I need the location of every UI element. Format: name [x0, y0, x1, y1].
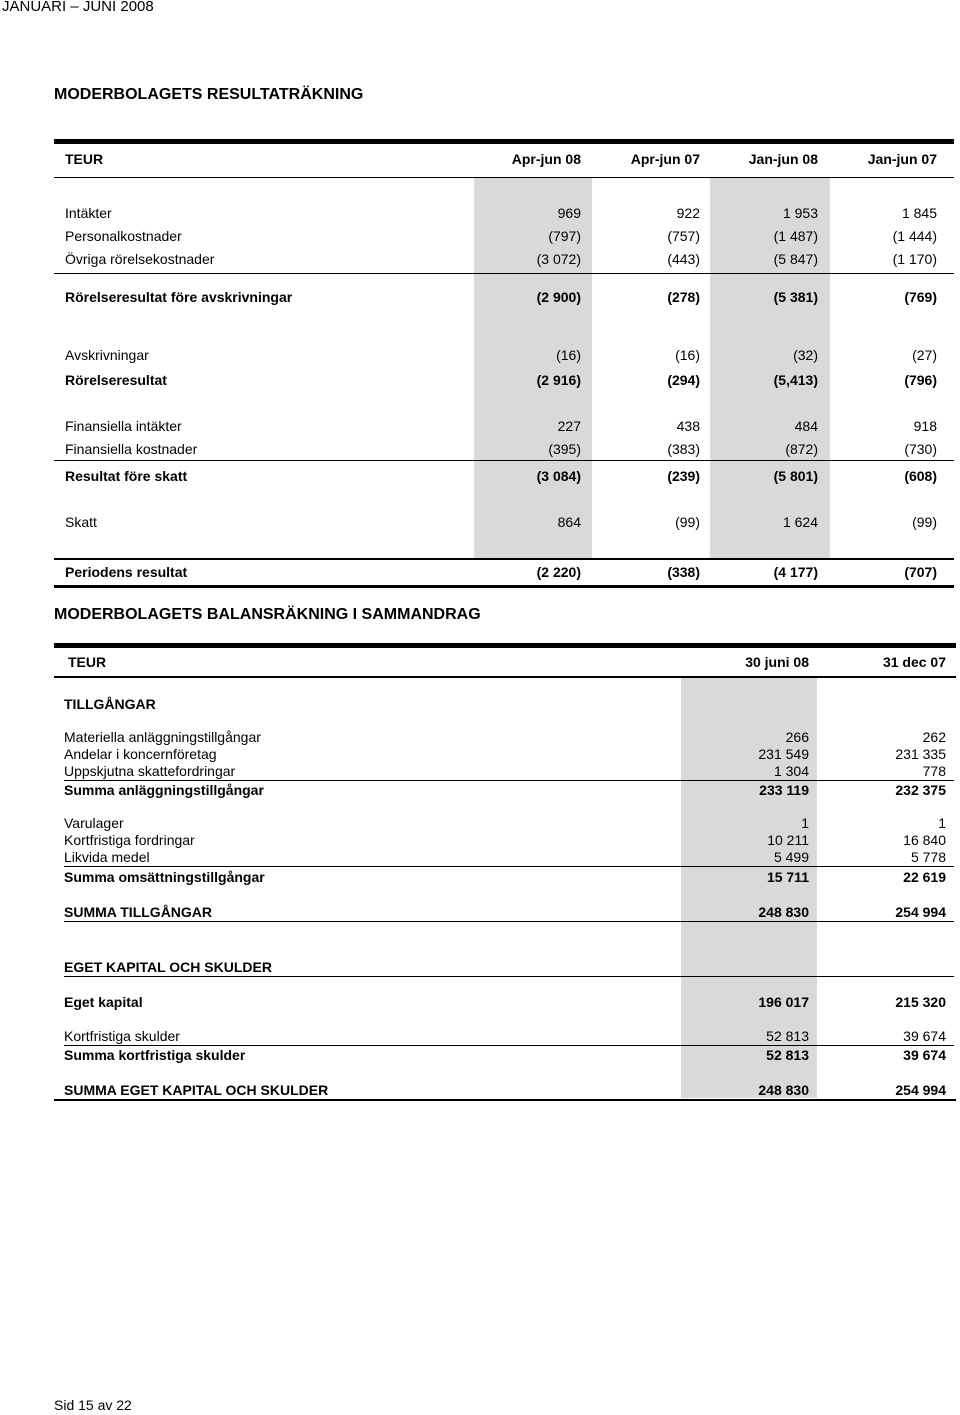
cell: 1 304 [773, 763, 809, 779]
income-col-jan-jun-08: Jan-jun 08 [748, 151, 818, 167]
cell: (99) [912, 514, 937, 530]
cell: 864 [557, 514, 581, 530]
cell: 484 [794, 418, 818, 434]
income-col-jan-jun-07: Jan-jun 07 [867, 151, 937, 167]
table-row [54, 514, 954, 531]
row-label: Rörelseresultat [65, 372, 167, 388]
table-row [54, 289, 954, 306]
table-row [54, 564, 954, 581]
cell: (1 444) [892, 228, 937, 244]
cell: (707) [904, 564, 937, 580]
table-row [54, 869, 954, 885]
row-label: Likvida medel [64, 849, 150, 865]
balance-title: MODERBOLAGETS BALANSRÄKNING I SAMMANDRAG [54, 606, 481, 623]
cell: (769) [904, 289, 937, 305]
table-row [54, 205, 954, 222]
section-heading [54, 696, 954, 712]
row-label: Intäkter [65, 205, 112, 221]
cell: 22 619 [903, 869, 946, 885]
cell: (1 487) [773, 228, 818, 244]
cell: (2 916) [536, 372, 581, 388]
cell: (383) [667, 441, 700, 457]
header-rule [54, 177, 954, 178]
table-row [54, 441, 954, 458]
cell: 918 [913, 418, 937, 434]
section-heading [54, 959, 954, 975]
table-row [54, 746, 954, 762]
cell: 248 830 [758, 1082, 809, 1098]
table-row [54, 1028, 954, 1044]
row-label: Summa kortfristiga skulder [64, 1047, 246, 1063]
cell: 16 840 [903, 832, 946, 848]
row-label: Resultat före skatt [65, 468, 188, 484]
cell: 254 994 [895, 904, 946, 920]
row-rule [54, 558, 954, 560]
cell: (730) [904, 441, 937, 457]
cell: 5 499 [773, 849, 809, 865]
income-title: MODERBOLAGETS RESULTATRÄKNING [54, 86, 364, 103]
cell: (16) [675, 347, 700, 363]
cell: 969 [557, 205, 581, 221]
cell: 778 [922, 763, 946, 779]
cell: (4 177) [773, 564, 818, 580]
cell: (796) [904, 372, 937, 388]
cell: (3 072) [536, 251, 581, 267]
row-label: SUMMA EGET KAPITAL OCH SKULDER [64, 1082, 329, 1098]
cell: 1 624 [782, 514, 818, 530]
cell: (294) [667, 372, 700, 388]
row-rule [54, 273, 954, 274]
cell: 52 813 [766, 1028, 809, 1044]
cell: 15 711 [766, 869, 809, 885]
total-rule [54, 1099, 956, 1101]
balance-sheet-table [54, 643, 954, 1103]
balance-col-31-dec-07: 31 dec 07 [882, 654, 946, 670]
cell: (2 220) [536, 564, 581, 580]
row-label: Finansiella intäkter [65, 418, 182, 434]
cell: 1 953 [782, 205, 818, 221]
row-label: Summa omsättningstillgångar [64, 869, 265, 885]
income-col-apr-jun-08: Apr-jun 08 [511, 151, 581, 167]
row-label: Eget kapital [64, 994, 143, 1010]
cell: (443) [667, 251, 700, 267]
row-label: Avskrivningar [65, 347, 149, 363]
tillgangar-heading: TILLGÅNGAR [64, 696, 156, 712]
row-label: Summa anläggningstillgångar [64, 782, 264, 798]
row-label: Periodens resultat [65, 564, 188, 580]
cell: (608) [904, 468, 937, 484]
cell: (5 381) [773, 289, 818, 305]
cell: 262 [922, 729, 946, 745]
cell: (395) [548, 441, 581, 457]
income-statement-table [54, 139, 954, 589]
row-rule [64, 780, 954, 781]
income-col-teur: TEUR [65, 151, 104, 167]
cell: 52 813 [766, 1047, 809, 1063]
row-label: Varulager [64, 815, 124, 831]
row-label: Kortfristiga fordringar [64, 832, 195, 848]
total-rule [54, 585, 954, 588]
cell: (2 900) [536, 289, 581, 305]
cell: 1 845 [901, 205, 937, 221]
cell: 10 211 [767, 832, 809, 848]
cell: (32) [793, 347, 818, 363]
row-rule [64, 976, 954, 977]
cell: 227 [557, 418, 581, 434]
cell: 266 [785, 729, 809, 745]
row-label: Kortfristiga skulder [64, 1028, 180, 1044]
row-rule [54, 460, 954, 461]
table-row [54, 729, 954, 745]
cell: 231 549 [758, 746, 809, 762]
cell: 438 [676, 418, 700, 434]
cell: (278) [667, 289, 700, 305]
cell: (872) [785, 441, 818, 457]
row-label: Andelar i koncernföretag [64, 746, 217, 762]
cell: (338) [667, 564, 700, 580]
row-label: Övriga rörelsekostnader [65, 251, 215, 267]
cell: 254 994 [895, 1082, 946, 1098]
cell: 39 674 [903, 1028, 946, 1044]
row-rule [64, 866, 954, 867]
row-label: Uppskjutna skattefordringar [64, 763, 236, 779]
cell: 1 [801, 815, 809, 831]
cell: 233 119 [759, 782, 809, 798]
row-rule [64, 921, 954, 922]
cell: (5 847) [773, 251, 818, 267]
table-row [54, 251, 954, 268]
table-row [54, 468, 954, 485]
cell: (5 801) [773, 468, 818, 484]
table-row [54, 849, 954, 865]
cell: (3 084) [536, 468, 581, 484]
cell: (5,413) [773, 372, 818, 388]
table-row [54, 347, 954, 364]
table-row [54, 228, 954, 245]
cell: 232 375 [895, 782, 946, 798]
income-header-row [54, 151, 954, 168]
table-row [54, 994, 954, 1010]
table-row [54, 418, 954, 435]
cell: (797) [548, 228, 581, 244]
top-rule [54, 139, 954, 144]
cell: (239) [667, 468, 700, 484]
cell: (27) [912, 347, 937, 363]
balance-col-30-juni-08: 30 juni 08 [745, 654, 809, 670]
table-row [54, 782, 954, 798]
table-row [54, 904, 954, 920]
header-rule [54, 676, 956, 678]
table-row [54, 1047, 954, 1063]
page-footer: Sid 15 av 22 [54, 1397, 132, 1413]
cell: 39 674 [903, 1047, 946, 1063]
cell: (99) [675, 514, 700, 530]
row-label: Skatt [65, 514, 97, 530]
row-label: Materiella anläggningstillgångar [64, 729, 261, 745]
income-col-apr-jun-07: Apr-jun 07 [630, 151, 700, 167]
row-label: Rörelseresultat före avskrivningar [65, 289, 293, 305]
row-label: Personalkostnader [65, 228, 182, 244]
cell: (1 170) [892, 251, 937, 267]
balance-header-row [54, 654, 954, 670]
table-row [54, 372, 954, 389]
cell: 5 778 [910, 849, 946, 865]
page-header: JANUARI – JUNI 2008 [2, 0, 154, 15]
cell: 196 017 [758, 994, 809, 1010]
row-label: EGET KAPITAL OCH SKULDER [64, 959, 272, 975]
cell: (757) [667, 228, 700, 244]
cell: (16) [556, 347, 581, 363]
top-rule [54, 643, 956, 648]
table-row [54, 815, 954, 831]
row-label: SUMMA TILLGÅNGAR [64, 904, 213, 920]
balance-col-teur: TEUR [68, 654, 107, 670]
row-rule [64, 1045, 954, 1046]
table-row [54, 763, 954, 779]
cell: 1 [938, 815, 946, 831]
cell: 922 [676, 205, 700, 221]
row-label: Finansiella kostnader [65, 441, 198, 457]
cell: 215 320 [895, 994, 946, 1010]
cell: 248 830 [758, 904, 809, 920]
table-row [54, 832, 954, 848]
cell: 231 335 [895, 746, 946, 762]
table-row [54, 1082, 954, 1098]
